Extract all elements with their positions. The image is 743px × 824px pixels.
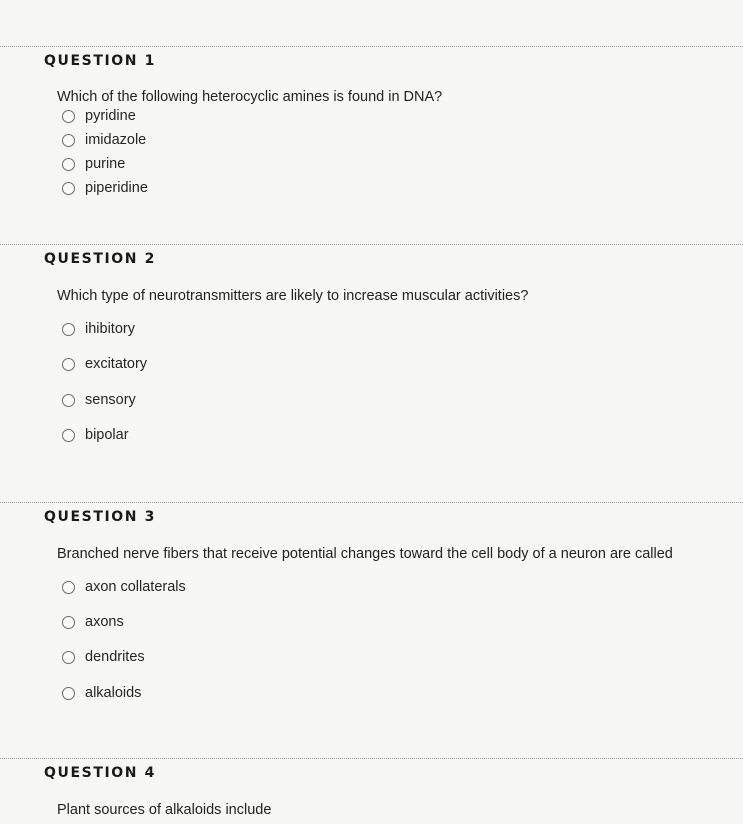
question-1-option-2[interactable] xyxy=(62,132,146,148)
question-2-divider xyxy=(0,244,743,245)
radio-button[interactable] xyxy=(62,134,75,147)
question-2-text: Which type of neurotransmitters are likely to increase muscular activities? xyxy=(57,288,529,304)
option-label: sensory xyxy=(85,392,136,408)
question-2-heading: QUESTION 2 xyxy=(44,251,156,267)
question-3-option-3[interactable] xyxy=(62,649,145,665)
radio-button[interactable] xyxy=(62,429,75,442)
question-3-option-4[interactable] xyxy=(62,685,141,701)
radio-button[interactable] xyxy=(62,687,75,700)
question-4-divider xyxy=(0,758,743,759)
question-4-text: Plant sources of alkaloids include xyxy=(57,802,272,818)
radio-button[interactable] xyxy=(62,182,75,195)
radio-button[interactable] xyxy=(62,323,75,336)
option-label: imidazole xyxy=(85,132,147,148)
question-2-option-3[interactable] xyxy=(62,392,136,408)
question-1-heading: QUESTION 1 xyxy=(44,53,156,69)
option-label: axons xyxy=(85,614,124,630)
radio-button[interactable] xyxy=(62,110,75,123)
question-2-option-4[interactable] xyxy=(62,427,129,443)
question-1-option-3[interactable] xyxy=(62,156,125,172)
option-label: purine xyxy=(85,156,126,172)
radio-button[interactable] xyxy=(62,651,75,664)
option-label: dendrites xyxy=(85,649,145,665)
option-label: axon collaterals xyxy=(85,579,186,595)
option-label: pyridine xyxy=(85,108,136,124)
question-3-divider xyxy=(0,502,743,503)
radio-button[interactable] xyxy=(62,394,75,407)
radio-button[interactable] xyxy=(62,358,75,371)
question-3-heading: QUESTION 3 xyxy=(44,509,156,525)
option-label: piperidine xyxy=(85,180,148,196)
option-label: bipolar xyxy=(85,427,129,443)
question-2-option-1[interactable] xyxy=(62,321,135,337)
question-1-divider xyxy=(0,46,743,47)
question-1-option-1[interactable] xyxy=(62,108,136,124)
radio-button[interactable] xyxy=(62,581,75,594)
question-4-heading: QUESTION 4 xyxy=(44,765,156,781)
question-3-option-1[interactable] xyxy=(62,579,186,595)
radio-button[interactable] xyxy=(62,616,75,629)
question-1-text: Which of the following heterocyclic amines is found in DNA? xyxy=(57,89,443,105)
question-3-text: Branched nerve fibers that receive potential changes toward the cell body of a neuron are called xyxy=(57,546,673,562)
question-1-option-4[interactable] xyxy=(62,180,148,196)
option-label: ihibitory xyxy=(85,321,135,337)
question-2-option-2[interactable] xyxy=(62,356,147,372)
radio-button[interactable] xyxy=(62,158,75,171)
option-label: alkaloids xyxy=(85,685,142,701)
question-3-option-2[interactable] xyxy=(62,614,124,630)
option-label: excitatory xyxy=(85,356,148,372)
